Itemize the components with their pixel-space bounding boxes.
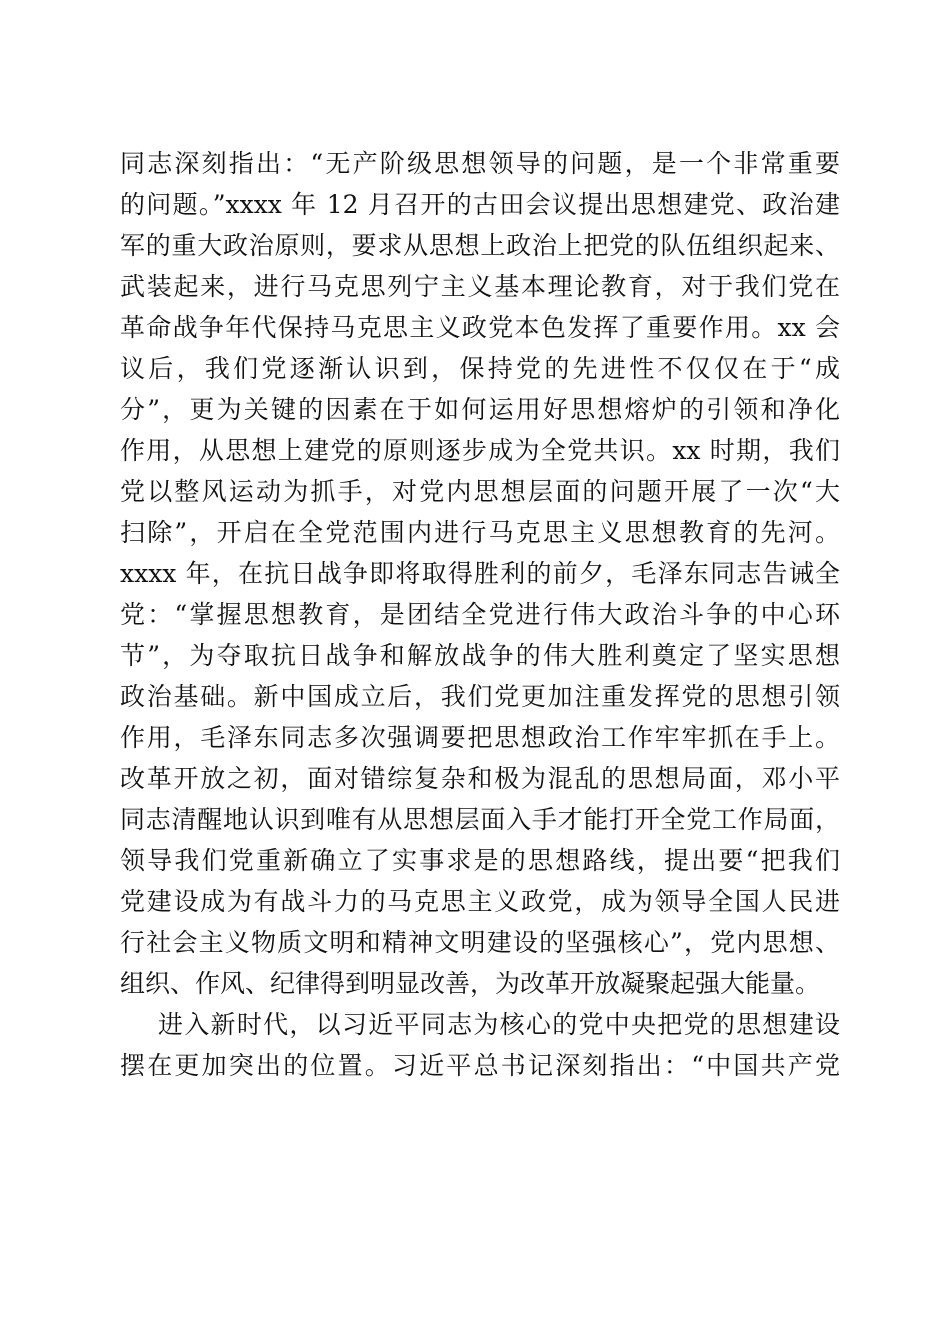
text-line: 节”，为夺取抗日战争和解放战争的伟大胜利奠定了坚实思想: [120, 641, 840, 670]
paragraph-start-line: 进入新时代，以习近平同志为核心的党中央把党的思想建设: [158, 1010, 840, 1039]
text-line: 武装起来，进行马克思列宁主义基本理论教育，对于我们党在: [120, 272, 840, 301]
text-line: 同志清醒地认识到唯有从思想层面入手才能打开全党工作局面，: [120, 805, 840, 834]
text-line: 摆在更加突出的位置。习近平总书记深刻指出：“中国共产党: [120, 1051, 840, 1080]
text-line: 党：“掌握思想教育，是团结全党进行伟大政治斗争的中心环: [120, 600, 840, 629]
text-line: 改革开放之初，面对错综复杂和极为混乱的思想局面，邓小平: [120, 764, 840, 793]
text-line: 革命战争年代保持马克思主义政党本色发挥了重要作用。xx 会: [120, 313, 840, 342]
text-line: 作用，毛泽东同志多次强调要把思想政治工作牢牢抓在手上。: [120, 723, 840, 752]
text-line: 分”，更为关键的因素在于如何运用好思想熔炉的引领和净化: [120, 395, 840, 424]
text-line: xxxx 年，在抗日战争即将取得胜利的前夕，毛泽东同志告诫全: [120, 559, 840, 588]
text-line: 扫除”，开启在全党范围内进行马克思主义思想教育的先河。: [120, 518, 840, 547]
text-line: 组织、作风、纪律得到明显改善，为改革开放凝聚起强大能量。: [120, 969, 821, 998]
text-line: 党建设成为有战斗力的马克思主义政党，成为领导全国人民进: [120, 887, 840, 916]
text-line: 的问题。”xxxx 年 12 月召开的古田会议提出思想建党、政治建: [120, 190, 840, 219]
text-line: 领导我们党重新确立了实事求是的思想路线，提出要“把我们: [120, 846, 840, 875]
body-text: [120, 143, 840, 1086]
text-line: 作用，从思想上建党的原则逐步成为全党共识。xx 时期，我们: [120, 436, 840, 465]
text-line: 军的重大政治原则，要求从思想上政治上把党的队伍组织起来、: [120, 231, 840, 260]
text-line: 政治基础。新中国成立后，我们党更加注重发挥党的思想引领: [120, 682, 840, 711]
text-line: 同志深刻指出：“无产阶级思想领导的问题，是一个非常重要: [120, 149, 840, 178]
text-line: 党以整风运动为抓手，对党内思想层面的问题开展了一次“大: [120, 477, 840, 506]
text-line: 议后，我们党逐渐认识到，保持党的先进性不仅仅在于“成: [120, 354, 840, 383]
text-line: 行社会主义物质文明和精神文明建设的坚强核心”，党内思想、: [120, 928, 840, 957]
